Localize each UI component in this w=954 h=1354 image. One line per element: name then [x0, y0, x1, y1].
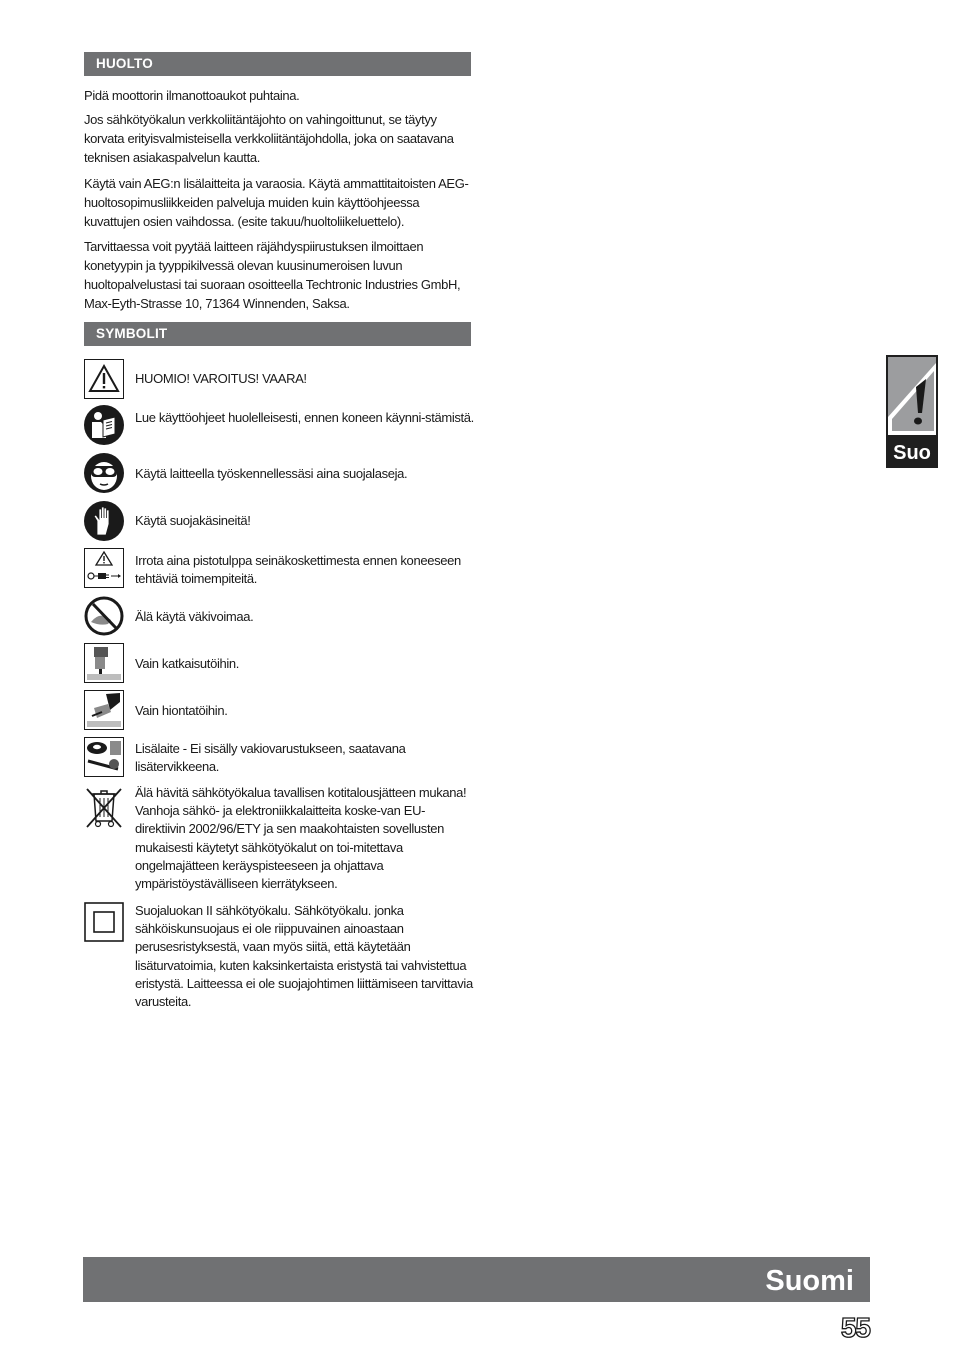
footer-language-label: Suomi [765, 1265, 854, 1297]
warning-triangle-icon [84, 359, 124, 399]
symbol-text: Lue käyttöohjeet huolelleisesti, ennen koneen käynni-stämistä. [135, 410, 474, 425]
unplug-warning-icon [84, 548, 124, 588]
cutting-only-icon [84, 643, 124, 683]
crossed-bin-icon [84, 785, 124, 831]
symbol-text: Käytä suojakäsineitä! [135, 513, 251, 528]
symbol-text: Lisälaite - Ei sisälly vakiovarustukseen, saatavana lisätervikkeena. [135, 741, 406, 775]
page-number: 55 [840, 1312, 870, 1343]
read-manual-icon [84, 405, 124, 445]
safety-goggles-icon [84, 453, 124, 493]
symbol-text: Käytä laitteella työskennellessäsi aina suojalaseja. [135, 466, 408, 481]
section-heading-huolto: HUOLTO [84, 52, 471, 76]
symbol-text: HUOMIO! VAROITUS! VAARA! [135, 371, 307, 386]
symbol-text: Älä hävitä sähkötyökalua tavallisen kotitalousjätteen mukana! Vanhoja sähkö- ja elektroniikkalaitteita koske-van EU-direktiivin 2002/96/ETY ja sen maakohtaisten sovellusten mukaisesti käytetyt sähkötyökalut on toi-mitettava ongelmajätteen keräyspisteeseen ja ohjattava ympäristöystävälliseen kierrätykseen. [135, 785, 467, 892]
footer-language-bar [83, 1257, 870, 1302]
grinding-only-icon [84, 690, 124, 730]
side-tab-label: Suo [893, 442, 931, 464]
huolto-paragraph-4: Tarvittaessa voit pyytää laitteen räjähdyspiirustuksen ilmoittaen konetyypin ja tyyppikilvessä olevan kuusinumeroisen luvun huoltopalvelustasi tai suoraan osoitteella Techtronic Industries GmbH, Max-Eyth-Strasse 10, 71364 Winnenden, Saksa. [84, 239, 461, 311]
class-ii-insulation-icon [84, 902, 124, 942]
no-force-icon [84, 596, 124, 636]
section-heading-symbolit: SYMBOLIT [84, 322, 471, 346]
huolto-paragraph-2: Jos sähkötyökalun verkkoliitäntäjohto on vahingoittunut, se täytyy korvata erityisvalmisteisella verkkoliitäntäjohdolla, joka on saatavana teknisen asiakaspalvelun kautta. [84, 112, 454, 165]
symbol-text: Suojaluokan II sähkötyökalu. Sähkötyökalu. jonka sähköiskunsuojaus ei ole riippuvainen ainoastaan perusesristyksestä, vaan myös siitä, että käytetään lisäturvatoimia, kuten kaksinkertaista eristystä tai vahvistettua eristystä. Laitteessa ei ole suojajohtimen liittämiseen tarvittavia varusteita. [135, 903, 473, 1010]
language-side-tab [886, 355, 938, 468]
accessory-icon [84, 737, 124, 777]
symbol-text: Irrota aina pistotulppa seinäkoskettimesta ennen koneeseen tehtäviä toimempiteitä. [135, 553, 461, 587]
symbol-text: Vain hiontatöihin. [135, 703, 228, 718]
huolto-paragraph-1: Pidä moottorin ilmanottoaukot puhtaina. [84, 88, 300, 103]
symbol-text: Vain katkaisutöihin. [135, 656, 240, 671]
symbol-text: Älä käytä väkivoimaa. [135, 609, 254, 624]
huolto-paragraph-3: Käytä vain AEG:n lisälaitteita ja varaosia. Käytä ammattitaitoisten AEG-huoltosopimusliikkeiden palveluja muiden kuin käyttöohjeessa kuvattujen osien vaihdossa. (esite takuu/huoltoliikeluettelo). [84, 176, 469, 229]
protective-gloves-icon [84, 501, 124, 541]
warning-exclamation-icon [888, 357, 936, 435]
